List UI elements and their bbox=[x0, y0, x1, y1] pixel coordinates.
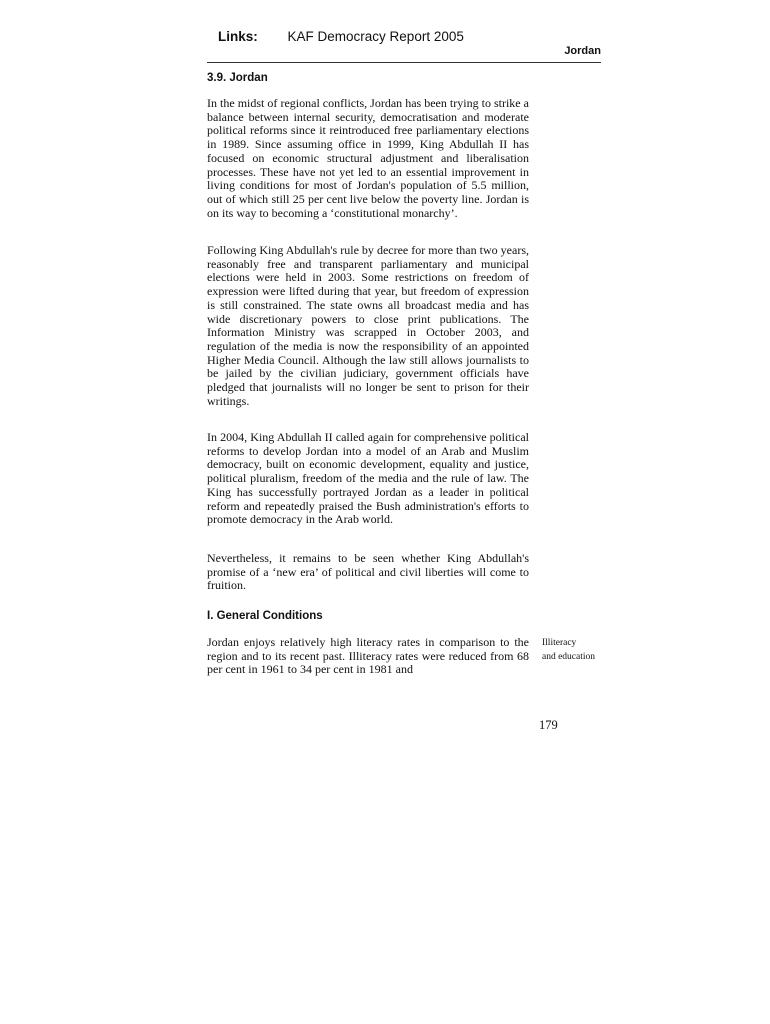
margin-note-line-1: Illiteracy bbox=[542, 638, 577, 648]
running-head: Jordan bbox=[564, 45, 601, 57]
paragraph-3: In 2004, King Abdullah II called again for comprehensive political reforms to develop Jordan into a model of an Arab and Muslim democracy, built on economic development, equality and justice, political pluralism, freedom of the media and the rule of law. The King has successfully portrayed Jordan as a leader in political reform and repeatedly praised the Bush administration's efforts to promote democracy in the Arab world. bbox=[207, 430, 529, 527]
paragraph-2: Following King Abdullah's rule by decree for more than two years, reasonably free and transparent parliamentary and municipal elections were held in 2003. Some restrictions on freedom of expression were lifted during that year, but freedom of expression is still constrained. The state owns all broadcast media and has wide discretionary powers to close print publications. The Information Ministry was scrapped in October 2003, and regulation of the media is now the responsibility of an appointed Higher Media Council. Although the law still allows journalists to be jailed by the civilian judiciary, government officials have pledged that journalists will no longer be sent to prison for their writings. bbox=[207, 243, 529, 408]
paragraph-4: Nevertheless, it remains to be seen whether King Abdullah's promise of a ‘new era’ of political and civil liberties will come to fruition. bbox=[207, 551, 529, 593]
report-links-header bbox=[218, 29, 464, 44]
margin-note bbox=[542, 636, 612, 664]
header-rule bbox=[207, 62, 601, 63]
paragraph-general-conditions: Jordan enjoys relatively high literacy rates in comparison to the region and to its recent past. Illiteracy rates were reduced from 68 per cent in 1961 to 34 per cent in 1981 and bbox=[207, 635, 529, 677]
links-label: Links: bbox=[218, 29, 258, 44]
paragraph-1: In the midst of regional conflicts, Jordan has been trying to strike a balance between internal security, democratisation and moderate political reforms since it reintroduced free parliamentary elections in 1989. Since assuming office in 1999, King Abdullah II has focused on economic structural adjustment and liberalisation processes. These have not yet led to an essential improvement in living conditions for most of Jordan's population of 5.5 million, out of which still 25 per cent live below the poverty line. Jordan is on its way to becoming a ‘constitutional monarchy’. bbox=[207, 96, 529, 220]
report-title: KAF Democracy Report 2005 bbox=[287, 29, 464, 44]
subsection-heading: I. General Conditions bbox=[207, 610, 323, 622]
margin-note-line-2: and education bbox=[542, 652, 596, 662]
page-number: 179 bbox=[539, 718, 558, 732]
section-heading: 3.9. Jordan bbox=[207, 72, 268, 84]
